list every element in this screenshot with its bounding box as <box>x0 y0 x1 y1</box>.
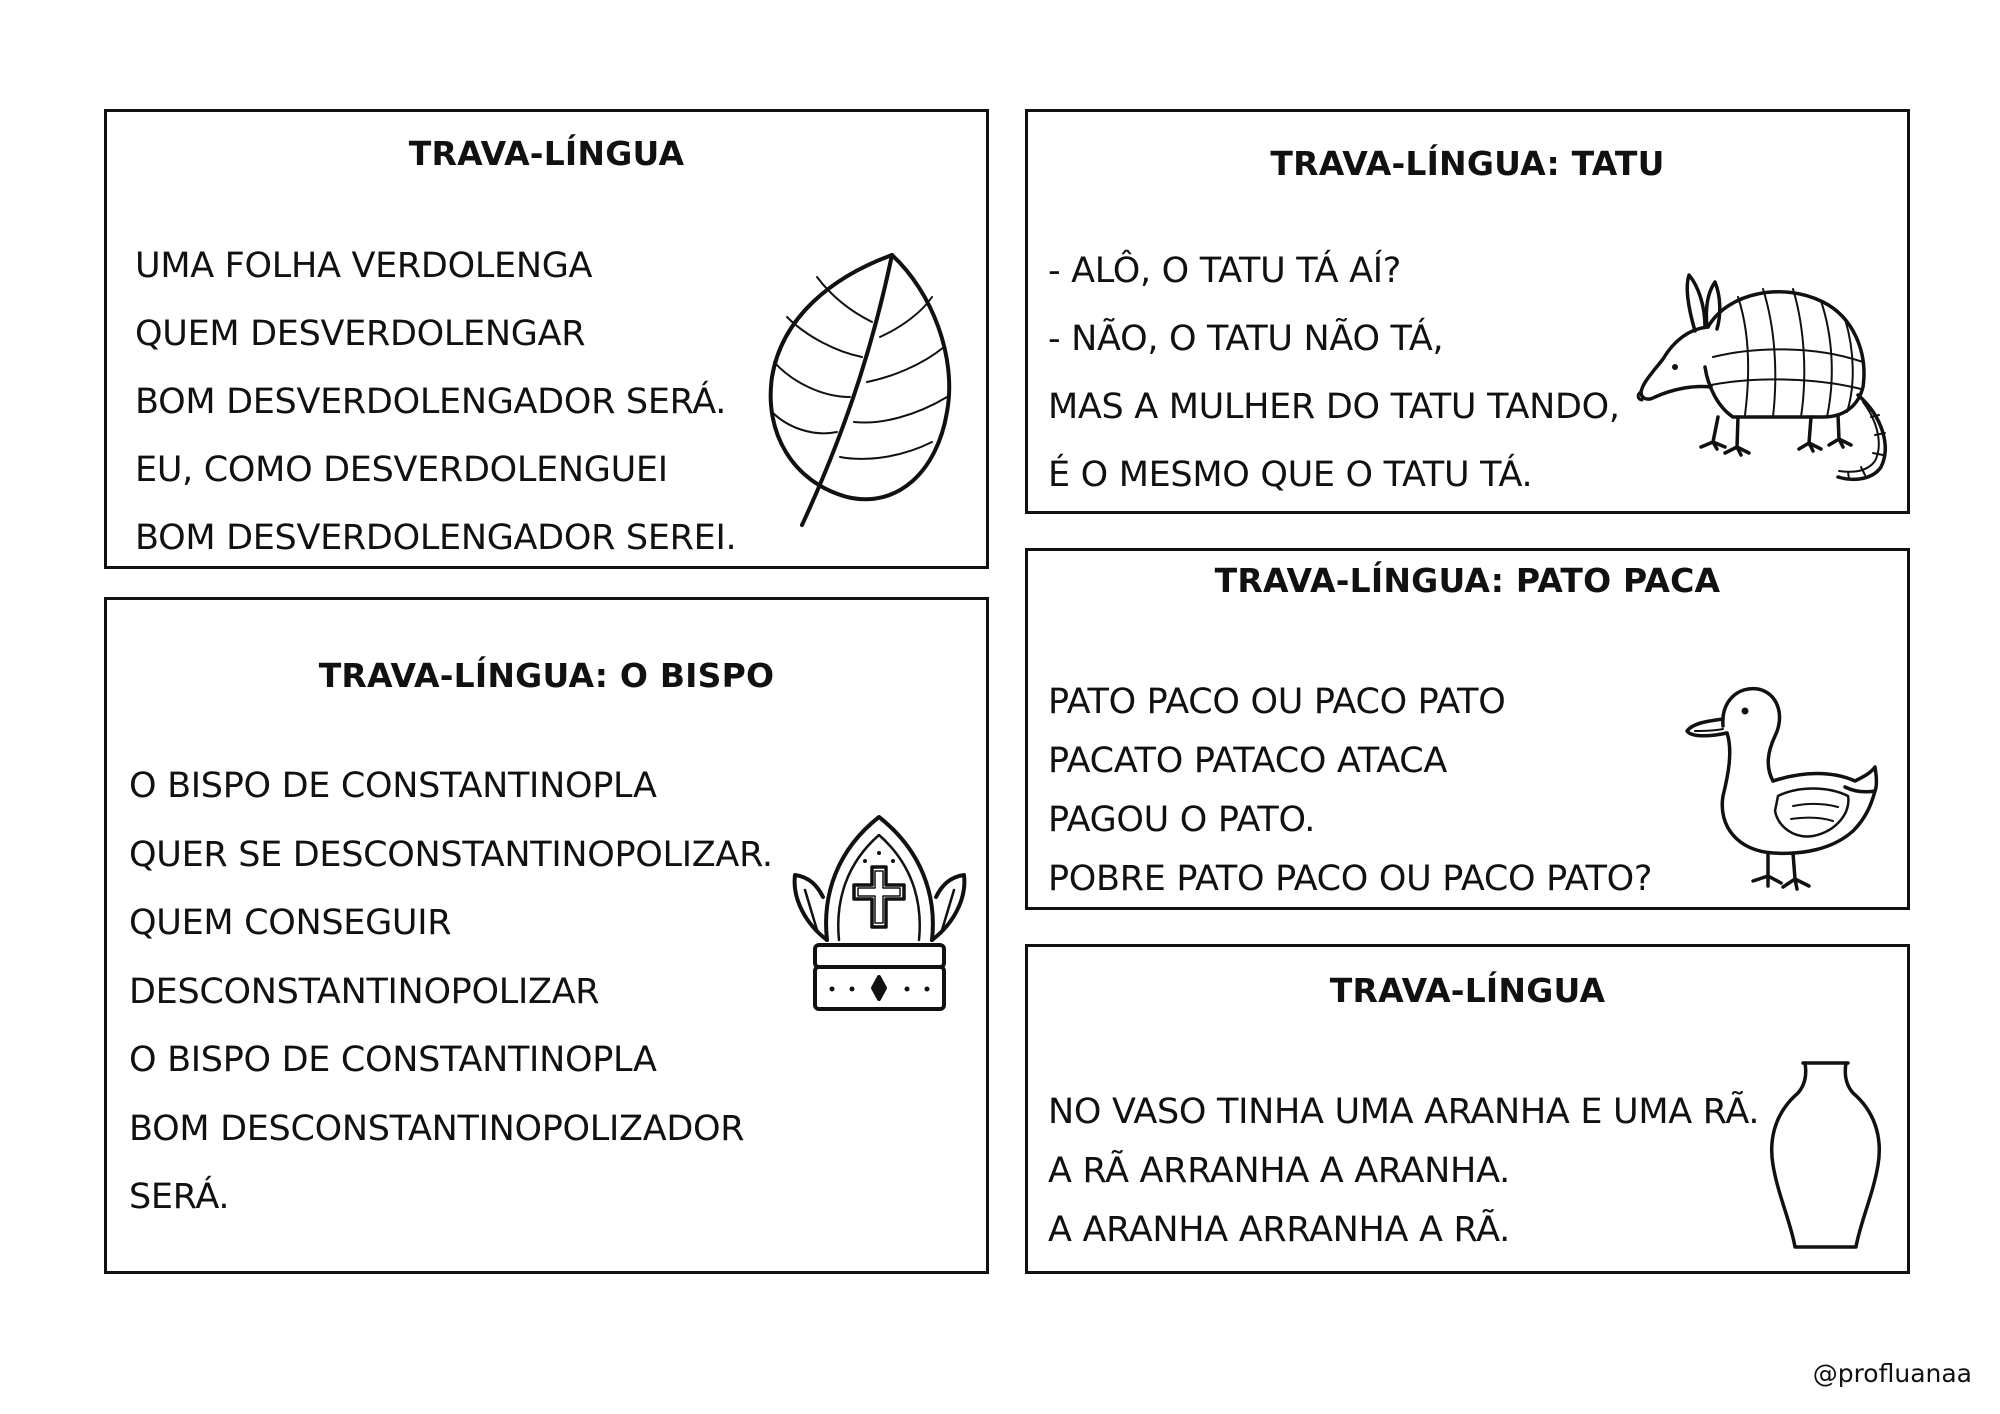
duck-icon <box>1683 681 1883 896</box>
text-line: BOM DESCONSTANTINOPOLIZADOR <box>129 1108 745 1149</box>
card-title: TRAVA-LÍNGUA: PATO PACA <box>1214 561 1721 600</box>
tongue-twister-text <box>129 752 773 1232</box>
armadillo-icon <box>1633 267 1898 492</box>
card-title: TRAVA-LÍNGUA <box>1329 971 1606 1010</box>
mitre-icon <box>787 805 972 1015</box>
card-bispo <box>104 597 989 1274</box>
card-title: TRAVA-LÍNGUA: TATU <box>1270 144 1665 183</box>
text-line: PACATO PATACO ATACA <box>1048 741 1448 781</box>
card-title: TRAVA-LÍNGUA <box>408 134 685 173</box>
text-line: QUEM CONSEGUIR <box>129 903 452 943</box>
card-pato <box>1025 548 1910 910</box>
text-line: BOM DESVERDOLENGADOR SERÁ. <box>135 382 727 422</box>
tongue-twister-text <box>1048 237 1620 509</box>
text-line: A ARANHA ARRANHA A RÃ. <box>1048 1210 1510 1250</box>
card-title: TRAVA-LÍNGUA: O BISPO <box>318 656 775 695</box>
text-line: É O MESMO QUE O TATU TÁ. <box>1048 455 1533 495</box>
text-line: SERÁ. <box>129 1177 230 1217</box>
text-line: DESCONSTANTINOPOLIZAR <box>129 971 600 1012</box>
text-line: QUER SE DESCONSTANTINOPOLIZAR. <box>129 834 773 875</box>
text-line: O BISPO DE CONSTANTINOPLA <box>129 1040 657 1080</box>
text-line: QUEM DESVERDOLENGAR <box>135 314 586 354</box>
text-line: - NÃO, O TATU NÃO TÁ, <box>1048 319 1444 359</box>
text-line: O BISPO DE CONSTANTINOPLA <box>129 766 657 806</box>
author-handle: @profluanaa <box>1812 1359 1972 1388</box>
tongue-twister-text <box>1048 1083 1759 1260</box>
text-line: EU, COMO DESVERDOLENGUEI <box>135 450 668 490</box>
card-tatu <box>1025 109 1910 514</box>
card-vaso <box>1025 944 1910 1274</box>
text-line: - ALÔ, O TATU TÁ AÍ? <box>1048 251 1402 291</box>
text-line: BOM DESVERDOLENGADOR SEREI. <box>135 518 737 558</box>
tongue-twister-text <box>135 232 736 572</box>
card-folha <box>104 109 989 569</box>
text-line: NO VASO TINHA UMA ARANHA E UMA RÃ. <box>1048 1092 1760 1132</box>
text-line: PATO PACO OU PACO PATO <box>1048 682 1506 722</box>
tongue-twister-text <box>1048 673 1652 909</box>
leaf-icon <box>762 247 962 532</box>
text-line: A RÃ ARRANHA A ARANHA. <box>1048 1151 1510 1191</box>
vase-icon <box>1763 1055 1888 1255</box>
text-line: MAS A MULHER DO TATU TANDO, <box>1048 387 1620 427</box>
text-line: UMA FOLHA VERDOLENGA <box>135 246 593 286</box>
text-line: PAGOU O PATO. <box>1048 800 1316 840</box>
text-line: POBRE PATO PACO OU PACO PATO? <box>1048 859 1653 899</box>
